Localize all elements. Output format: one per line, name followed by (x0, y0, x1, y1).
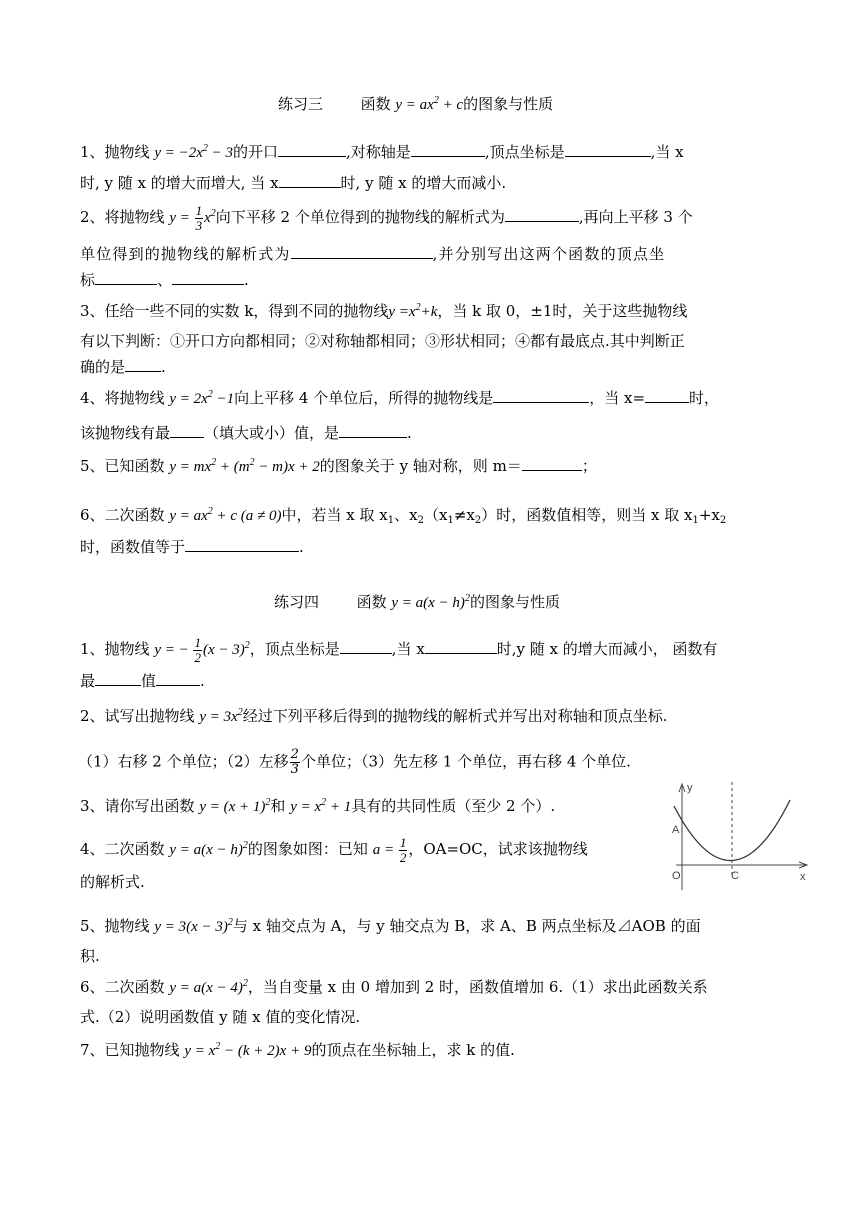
s3-q6-text-f: ）时，函数值相等，则当 x 取 x (481, 506, 693, 524)
s3-q2-text-e: ,并分别写出这两个函数的顶点坐 (432, 245, 666, 263)
s3-q4-blank-3[interactable] (170, 423, 204, 438)
s4-q4-text-c: ，OA=OC，试求该抛物线 (408, 839, 588, 858)
s3-q6-line1: 6、二次函数 $y = ax^2 + c$ (a ≠ 0)中，若当 x 取 $x_1$、$x_2(x_1\ne x_2)$时，函数值相等，则当 x 取 $x_1+x_2$ (80, 506, 727, 526)
section3-title-mid: 函数 (360, 95, 391, 113)
section4-title (274, 592, 560, 613)
s3-q6-line2: 时，函数值等于 . (80, 538, 304, 556)
s3-q2-text-g: 、 (157, 271, 173, 289)
s4-q2-line1 (80, 706, 668, 727)
s3-q4-blank-1[interactable] (493, 388, 589, 403)
s4-q2-text-c: （1）右移 2 个单位；（2）左移 (78, 752, 289, 771)
s3-q2-line3: 标 、 . (80, 271, 249, 289)
s3-q2-blank-2[interactable] (291, 244, 433, 259)
s3-q1-text-c: ,对称轴是 (346, 143, 411, 161)
s4-q6-line2 (80, 1007, 360, 1027)
s3-q1-text-g: 时, y 随 x 的增大而减小. (340, 174, 507, 192)
s3-q6-text-e: ≠x (453, 506, 475, 524)
s4-q1-line1 (80, 636, 718, 665)
s3-q4-line1 (80, 388, 719, 409)
s3-q4-text-c: ，当 x= (589, 389, 646, 407)
s4-q3-text: 3、请你写出函数 (80, 797, 195, 815)
s4-q4-text-d: 的解析式. (80, 873, 145, 891)
s4-q1-line2: 最 值 . (80, 672, 205, 690)
s4-q2-text-d: 个单位；（3）先左移 1 个单位，再右移 4 个单位. (300, 752, 631, 771)
s4-q1-formula: y = − $\frac{1}{2}$ $(x - 3)^2$ (154, 635, 250, 665)
s4-q2-text: 2、试写出抛物线 (80, 707, 195, 725)
s4-q6-text: 6、二次函数 (80, 978, 165, 996)
s4-q2-formula: $y = 3x^2$ (199, 707, 243, 725)
s3-q6-text-d: （x (423, 506, 448, 524)
s3-q4-text-b: 向上平移 4 个单位后，所得的抛物线是 (234, 389, 494, 407)
s3-q6-text-h: 时，函数值等于 (80, 538, 186, 556)
s4-q1-blank-3[interactable] (95, 671, 141, 686)
s4-q1-blank-2[interactable] (425, 639, 497, 654)
section3-title (278, 94, 553, 115)
graph-label-a: A (672, 824, 680, 836)
s4-q1-text-e: 最 (80, 672, 96, 690)
s3-q1-blank-opening[interactable] (278, 142, 346, 157)
s4-q1-text-d: 时,y 随 x 的增大而减小， 函数有 (496, 639, 718, 658)
s4-q3-formula-1: $y = (x + 1)^2$ (199, 797, 271, 815)
s3-q1-text-e: ,当 x (650, 143, 684, 161)
s4-q5-text-c: 积. (80, 947, 100, 965)
s3-q1-line1 (80, 142, 684, 163)
s3-q1-blank-axis[interactable] (411, 142, 485, 157)
s3-q3-text-b: ，当 k 取 0，±1时，关于这些抛物线 (437, 302, 688, 320)
section3-title-suffix: 的图象与性质 (463, 95, 554, 113)
s3-q1-text-f: 时, y 随 x 的增大而增大, 当 x (80, 174, 279, 192)
s4-q2-text-b: 经过下列平移后得到的抛物线的解析式并写出对称轴和顶点坐标. (242, 707, 668, 725)
s4-q3-text-b: 和 (270, 797, 286, 815)
s3-q5-text-b: 的图象关于 y 轴对称，则 m＝ (319, 457, 522, 475)
s3-q1-blank-x[interactable] (279, 173, 341, 188)
s3-q5-line (80, 456, 597, 477)
s3-q1-text-b: 的开口 (233, 143, 279, 161)
s3-q4-text-f: （填大或小）值，是 (204, 424, 340, 442)
s4-q5-text-b: 与 x 轴交点为 A，与 y 轴交点为 B，求 A、B 两点坐标及⊿AOB 的面 (232, 917, 701, 935)
s3-q1-blank-vertex[interactable] (565, 142, 651, 157)
s4-q7-text: 7、已知抛物线 (80, 1041, 180, 1059)
s4-q1-text-c: ,当 x (391, 639, 425, 658)
s3-q2-blank-4[interactable] (172, 270, 244, 285)
s4-q4-text: 4、二次函数 (80, 839, 165, 858)
s3-q2-line1 (80, 204, 693, 233)
s3-q6-text-g: +x (698, 506, 720, 524)
s3-q2-line2 (80, 244, 665, 264)
s3-q6-text-c: 、x (394, 506, 418, 524)
s3-q3-text-c: 有以下判断：①开口方向都相同；②对称轴都相同；③形状相同；④都有最底点.其中判断正 (80, 332, 685, 350)
s3-q1-line2 (80, 173, 506, 193)
s3-q3-line1 (80, 301, 687, 322)
graph-label-x: x (800, 871, 806, 883)
s4-q1-text-f: 值 (141, 672, 157, 690)
s3-q3-text: 3、任给一些不同的实数 k，得到不同的抛物线 (80, 302, 389, 320)
s3-q2-text-d: 单位得到的抛物线的解析式为 (80, 245, 291, 263)
s4-q5-text: 5、抛物线 (80, 917, 150, 935)
s3-q5-formula: $y = mx^2 + (m^2 - m)x + 2$ (169, 457, 320, 475)
graph-label-c: C (731, 870, 739, 882)
s4-q5-line1 (80, 916, 701, 937)
graph-label-y: y (687, 782, 693, 794)
s4-q3-text-c: 具有的共同性质（至少 2 个）. (351, 797, 556, 815)
section4-title-formula: $y = a(x - h)^2$ (391, 593, 470, 611)
s4-q5-formula: $y = 3(x - 3)^2$ (154, 917, 233, 935)
s3-q5-text: 5、已知函数 (80, 457, 165, 475)
s4-q2-line2 (78, 748, 631, 777)
s3-q4-line2: 该抛物线有最 （填大或小）值，是 . (80, 424, 412, 442)
s4-q4-text-b: 的图象如图：已知 (247, 839, 368, 858)
parabola-graph (668, 778, 810, 892)
s3-q1-text: 1、抛物线 (80, 143, 150, 161)
s3-q3-line2 (80, 331, 685, 351)
s4-q6-formula: $y = a(x - 4)^2$ (169, 978, 248, 996)
s3-q2-text-b: 向下平移 2 个单位得到的抛物线的解析式为 (215, 207, 505, 226)
s3-q4-text-e: 该抛物线有最 (80, 424, 171, 442)
s4-q5-line2 (80, 946, 100, 966)
s3-q6-text: 6、二次函数 (80, 506, 165, 524)
s3-q2-text-f: 标 (80, 271, 96, 289)
s3-q6-text-b: 中，若当 x 取 x (281, 506, 388, 524)
s3-q3-text-d: 确的是 (80, 358, 126, 376)
s4-q3-formula-2: $y = x^2 + 1$ (290, 797, 352, 815)
s4-q4-line2 (80, 872, 145, 892)
s3-q4-formula: $y = 2x^2 -1$ (169, 389, 235, 407)
s4-q6-text-b: ，当自变量 x 由 0 增加到 2 时，函数值增加 6.（1）求出此函数关系 (247, 978, 708, 996)
s4-q7-formula: $y = x^2 - (k + 2)x + 9$ (184, 1041, 312, 1059)
s3-q5-blank[interactable] (522, 456, 582, 471)
s4-q4-a-value: a = $\frac{1}{2}$ (372, 835, 407, 865)
s4-q1-blank-4[interactable] (156, 671, 200, 686)
s4-q4-line1 (80, 836, 588, 865)
s4-q3-line (80, 796, 555, 817)
section4-title-mid: 函数 (356, 593, 387, 611)
s3-q6-formula: $y = ax^2 + c$ (a ≠ 0) (169, 506, 282, 524)
s4-q7-line (80, 1040, 515, 1061)
s3-q2-formula: y = $\frac{1}{3}$ $x^2$ (169, 203, 216, 233)
s4-q1-text: 1、抛物线 (80, 639, 150, 658)
section4-title-suffix: 的图象与性质 (469, 593, 560, 611)
s4-q1-text-b: ，顶点坐标是 (249, 639, 340, 658)
s3-q3-blank[interactable] (125, 357, 161, 372)
graph-label-o: O (672, 870, 681, 882)
s3-q1-formula: $y = -2x^2 - 3$ (154, 143, 234, 161)
s3-q2-text: 2、将抛物线 (80, 207, 165, 226)
s4-q1-blank-1[interactable] (340, 639, 392, 654)
s4-q4-formula: $y = a(x - h)^2$ (169, 839, 248, 858)
s3-q5-text-c: ； (581, 457, 597, 475)
s3-q3-formula: $y =x^2+k$ (388, 302, 438, 320)
section3-title-formula: $y = ax^2 + c$ (395, 95, 464, 113)
s4-q7-text-b: 的顶点在坐标轴上，求 k 的值. (311, 1041, 515, 1059)
s3-q1-text-d: ,顶点坐标是 (484, 143, 565, 161)
s4-q2-fraction: $\frac{2}{3}$ (290, 747, 299, 777)
s3-q2-text-c: ,再向上平移 3 个 (578, 207, 693, 226)
s3-q6-blank[interactable] (185, 537, 299, 552)
section4-title-prefix: 练习四 (274, 593, 320, 611)
s4-q6-line1 (80, 977, 708, 998)
s4-q6-text-c: 式.（2）说明函数值 y 随 x 值的变化情况. (80, 1008, 361, 1026)
s3-q4-text: 4、将抛物线 (80, 389, 165, 407)
s3-q2-blank-1[interactable] (505, 207, 579, 222)
s3-q4-text-d: 时， (689, 389, 720, 407)
s3-q4-blank-4[interactable] (339, 423, 407, 438)
section3-title-prefix: 练习三 (278, 95, 324, 113)
s3-q4-blank-2[interactable] (645, 388, 689, 403)
s3-q3-line3: 确的是 . (80, 358, 166, 376)
s3-q2-blank-3[interactable] (95, 270, 157, 285)
